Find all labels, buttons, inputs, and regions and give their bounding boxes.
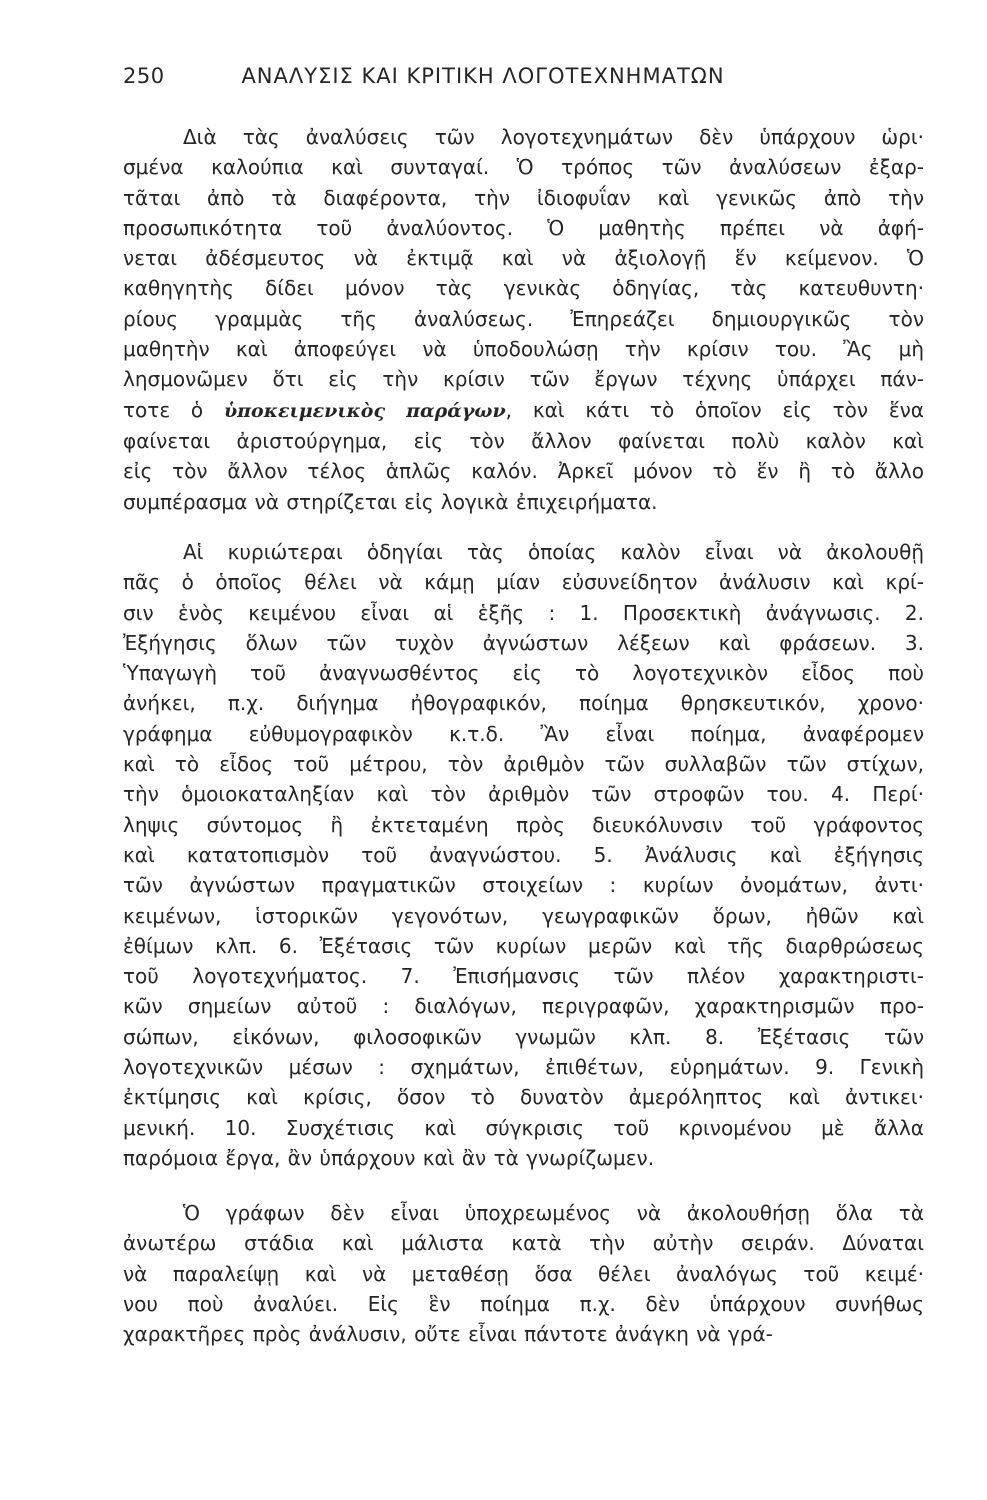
text-line: λησμονῶμεν ὅτι εἰς τὴν κρίσιν τῶν ἔργων τέχνης ὑπάρχει πάν- [123, 367, 924, 392]
text-line: τῶν ἀγνώστων πραγματικῶν στοιχείων : κυρίων ὀνομάτων, ἀντι· [123, 873, 924, 898]
text-line: σμένα καλούπια καὶ συνταγαί. Ὁ τρόπος τῶν ἀναλύσεων ἐξαρ- [123, 155, 924, 180]
text-line: ἀνήκει, π.χ. διήγημα ἠθογραφικόν, ποίημα θρησκευτικόν, χρονο· [123, 691, 924, 716]
text-line: λογοτεχνικῶν μέσων : σχημάτων, ἐπιθέτων, εὑρημάτων. 9. Γενικὴ [123, 1055, 924, 1080]
text-line: πᾶς ὁ ὁποῖος θέλει νὰ κάμῃ μίαν εὐσυνείδητον ἀνάλυσιν καὶ κρί- [123, 570, 924, 595]
text-line: Διὰ τὰς ἀναλύσεις τῶν λογοτεχνημάτων δὲν ὑπάρχουν ὡρι· [183, 125, 924, 149]
text-line: καὶ κατατοπισμὸν τοῦ ἀναγνώστου. 5. Ἀνάλυσις καὶ ἐξήγησις [123, 842, 924, 867]
text-line: καθηγητὴς δίδει μόνον τὰς γενικὰς ὁδηγίας, τὰς κατευθυντη· [123, 276, 924, 301]
paragraph-2 [123, 537, 924, 1173]
text-line: γράφημα εὐθυμογραφικὸν κ.τ.δ. Ἂν εἶναι ποίημα, ἀναφέρομεν [123, 721, 924, 746]
text-line: ἐκτίμησις καὶ κρίσις, ὅσον τὸ δυνατὸν ἀμερόληπτος καὶ ἀντικει· [123, 1085, 924, 1110]
text-line: εἰς τὸν ἄλλον τέλος ἁπλῶς καλόν. Ἀρκεῖ μόνον τὸ ἕν ἢ τὸ ἄλλο [123, 459, 924, 484]
text-line: καὶ τὸ εἶδος τοῦ μέτρου, τὸν ἀριθμὸν τῶν συλλαβῶν τῶν στίχων, [123, 752, 924, 777]
text-line: Ὑπαγωγὴ τοῦ ἀναγνωσθέντος εἰς τὸ λογοτεχνικὸν εἶδος ποὺ [123, 661, 924, 686]
text-line: παρόμοια ἔργα, ἂν ὑπάρχουν καὶ ἂν τὰ γνωρίζωμεν. [123, 1145, 655, 1170]
emphasis-text: ὑποκειμενικὸς παράγων [223, 399, 506, 422]
text-line: προσωπικότητα τοῦ ἀναλύοντος. Ὁ μαθητὴς πρέπει νὰ ἀφή- [123, 215, 924, 240]
text-line: νου ποὺ ἀναλύει. Εἰς ἓν ποίημα π.χ. δὲν ὑπάρχουν συνήθως [123, 1291, 924, 1316]
text-line: Ὁ γράφων δὲν εἶναι ὑποχρεωμένος νὰ ἀκολουθήσῃ ὅλα τὰ [183, 1201, 924, 1225]
text-line: χαρακτῆρες πρὸς ἀνάλυσιν, οὔτε εἶναι πάντοτε ἀνάγκη νὰ γρά- [123, 1322, 773, 1347]
text-line: νὰ παραλείψῃ καὶ νὰ μεταθέσῃ ὅσα θέλει ἀναλόγως τοῦ κειμέ· [123, 1261, 924, 1286]
text-line: σώπων, εἰκόνων, φιλοσοφικῶν γνωμῶν κλπ. 8. Ἐξέτασις τῶν [123, 1024, 924, 1049]
paragraph-3 [123, 1198, 924, 1349]
text-line: τοῦ λογοτεχνήματος. 7. Ἐπισήμανσις τῶν πλέον χαρακτηριστι- [123, 964, 924, 989]
text-line: συμπέρασμα νὰ στηρίζεται εἰς λογικὰ ἐπιχειρήματα. [123, 489, 658, 514]
text-line: ἐθίμων κλπ. 6. Ἐξέτασις τῶν κυρίων μερῶν καὶ τῆς διαρθρώσεως [123, 933, 924, 958]
text-line: τὴν ὁμοιοκαταληξίαν καὶ τὸν ἀριθμὸν τῶν στροφῶν του. 4. Περί· [123, 782, 924, 807]
text-line: κειμένων, ἱστορικῶν γεγονότων, γεωγραφικῶν ὅρων, ἠθῶν καὶ [123, 903, 924, 928]
text-line: φαίνεται ἀριστούργημα, εἰς τὸν ἄλλον φαίνεται πολὺ καλὸν καὶ [123, 428, 924, 453]
text-line: κῶν σημείων αὐτοῦ : διαλόγων, περιγραφῶν, χαρακτηρισμῶν προ- [123, 994, 924, 1019]
text-line: τοτε ὁ ὑποκειμενικὸς παράγων, καὶ κάτι τὸ ὁποῖον εἰς τὸν ἕνα [123, 397, 924, 422]
text-line: ρίους γραμμὰς τῆς ἀναλύσεως. Ἐπηρεάζει δημιουργικῶς τὸν [123, 306, 924, 331]
running-head: ΑΝΑΛΥΣΙΣ ΚΑΙ ΚΡΙΤΙΚΗ ΛΟΓΟΤΕΧΝΗΜΑΤΩΝ [241, 64, 725, 88]
text-line: σιν ἑνὸς κειμένου εἶναι αἱ ἑξῆς : 1. Προσεκτικὴ ἀνάγνωσις. 2. [123, 600, 924, 625]
page-header [123, 64, 833, 100]
text-line: Αἱ κυριώτεραι ὁδηγίαι τὰς ὁποίας καλὸν εἶναι νὰ ἀκολουθῇ [183, 540, 924, 564]
text-line: ληψις σύντομος ἢ ἐκτεταμένη πρὸς διευκόλυνσιν τοῦ γράφοντος [123, 812, 924, 837]
text-line: μαθητὴν καὶ ἀποφεύγει νὰ ὑποδουλώσῃ τὴν κρίσιν του. Ἂς μὴ [123, 337, 924, 362]
page-number: 250 [123, 64, 165, 88]
text-line: νεται ἀδέσμευτος νὰ ἐκτιμᾷ καὶ νὰ ἀξιολογῇ ἕν κείμενον. Ὁ [123, 246, 924, 271]
text-line: Ἐξήγησις ὅλων τῶν τυχὸν ἀγνώστων λέξεων καὶ φράσεων. 3. [123, 630, 924, 655]
paragraph-1 [123, 122, 924, 517]
text-line: μενική. 10. Συσχέτισις καὶ σύγκρισις τοῦ κρινομένου μὲ ἄλλα [123, 1115, 924, 1140]
text-line: τᾶται ἀπὸ τὰ διαφέροντα, τὴν ἰδιοφυΐαν καὶ γενικῶς ἀπὸ τὴν [123, 185, 924, 210]
text-line: ἀνωτέρω στάδια καὶ μάλιστα κατὰ τὴν αὐτὴν σειράν. Δύναται [123, 1231, 924, 1256]
